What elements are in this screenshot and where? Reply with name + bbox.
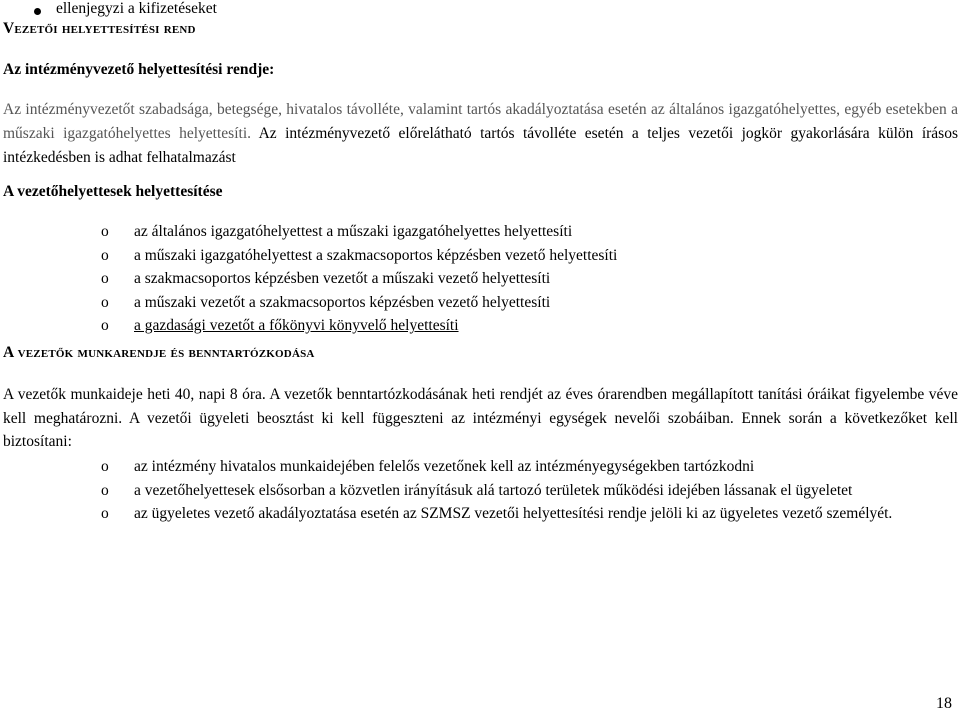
bullet-dot-icon	[34, 8, 41, 15]
list-item-text: az intézmény hivatalos munkaidejében felelős vezetőnek kell az intézményegységekben tartózkodni	[134, 458, 755, 475]
subsection-title-director: Az intézményvezető helyettesítési rendje:	[3, 61, 275, 78]
list-marker: o	[101, 293, 109, 311]
list-marker: o	[101, 246, 109, 264]
list-marker: o	[101, 223, 109, 240]
duty-list	[101, 455, 957, 526]
list-item	[101, 244, 617, 268]
list-item	[101, 220, 617, 244]
list-marker: o	[101, 458, 109, 475]
list-item	[101, 455, 957, 479]
list-item	[101, 502, 957, 526]
paragraph1-part2: Az intézményvezető előrelátható tartós távolléte esetén a teljes vezetői jogkör gyakorlására külön írásos intézkedésben is adhat felhatalmazást	[3, 125, 958, 166]
list-item-text: a műszaki vezetőt a szakmacsoportos képzésben vezető helyettesíti	[134, 293, 551, 311]
top-bullet-item	[0, 0, 400, 22]
list-item-text: az ügyeletes vezető akadályoztatása esetén az SZMSZ vezetői helyettesítési rendje jelöli ki az ügyeletes vezető személyét.	[134, 505, 893, 522]
top-bullet-text: ellenjegyzi a kifizetéseket	[56, 0, 217, 17]
section-title-work-schedule: A vezetők munkarendje és benntartózkodása	[3, 344, 315, 361]
list-item-text: a gazdasági vezetőt a főkönyvi könyvelő helyettesíti	[134, 317, 459, 334]
list-item-text: a műszaki igazgatóhelyettest a szakmacsoportos képzésben vezető helyettesíti	[134, 246, 618, 264]
section-title-substitution: Vezetői helyettesítési rend	[3, 20, 196, 37]
list-marker: o	[101, 505, 109, 522]
list-marker: o	[101, 481, 109, 499]
list-item-text: a szakmacsoportos képzésben vezetőt a műszaki vezető helyettesíti	[134, 270, 551, 287]
work-schedule-paragraph: A vezetők munkaideje heti 40, napi 8 óra. A vezetők benntartózkodásának heti rendjét az éves órarendben megállapított tanítási óráikat figyelembe véve kell meghatározni. A vezetői ügyeleti beosztást ki kell függeszteni az intézményi egységek nevelői szobáiban. Ennek során a következőket kell biztosítani:	[3, 386, 958, 450]
list-item	[101, 479, 957, 503]
director-substitution-paragraph	[3, 98, 958, 170]
page-number: 18	[936, 695, 952, 712]
list-item	[101, 267, 617, 291]
list-item-text: a vezetőhelyettesek elsősorban a közvetlen irányításuk alá tartozó területek működési idejében lássanak el ügyeletet	[134, 481, 853, 499]
list-item	[101, 291, 617, 315]
subsection-title-deputies: A vezetőhelyettesek helyettesítése	[3, 183, 223, 200]
substitution-list	[101, 220, 617, 338]
list-marker: o	[101, 270, 109, 287]
list-marker: o	[101, 317, 109, 334]
list-item-text: az általános igazgatóhelyettest a műszaki igazgatóhelyettes helyettesíti	[134, 223, 573, 240]
paragraph1-part1: Az intézményvezetőt szabadsága, betegsége, hivatalos távolléte, valamint tartós akadályoztatása esetén az általános igazgatóhelyettes, egyéb esetekben a műszaki igazgatóhelyettes helyettesíti.	[3, 101, 958, 142]
list-item	[101, 314, 617, 338]
